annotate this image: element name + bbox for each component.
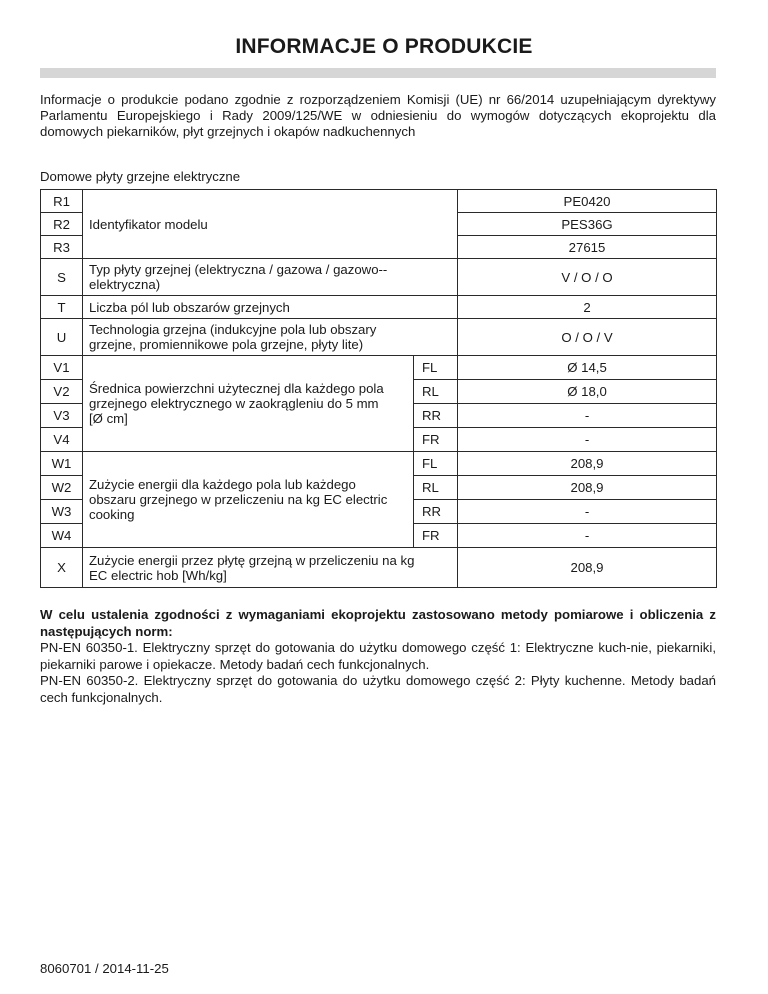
row-label: [83, 548, 458, 588]
row-label-text: Zużycie energii dla każdego pola lub każdego obszaru grzejnego w przeliczeniu na kg EC electric cooking: [89, 477, 388, 522]
table-row: [41, 319, 717, 356]
section-label: Domowe płyty grzejne elektryczne: [40, 169, 241, 184]
row-code: W1: [41, 452, 83, 476]
row-code: W2: [41, 476, 83, 500]
row-code: V2: [41, 380, 83, 404]
row-code: V4: [41, 428, 83, 452]
row-value: -: [458, 524, 717, 548]
row-value: Ø 14,5: [458, 356, 717, 380]
row-value: O / O / V: [458, 319, 717, 356]
row-code: R3: [41, 236, 83, 259]
row-code: V3: [41, 404, 83, 428]
row-code: S: [41, 259, 83, 296]
row-code: R2: [41, 213, 83, 236]
row-label: Identyfikator modelu: [83, 190, 458, 259]
row-label-text: Technologia grzejna (indukcyjne pola lub obszary grzejne, promiennikowe pola grzejne, płyty lite): [89, 322, 377, 352]
standard-item: PN-EN 60350-2. Elektryczny sprzęt do gotowania do użytku domowego część 2: Płyty kuchenne. Metody badań cech funkcjonalnych.: [40, 673, 716, 705]
row-value: 208,9: [458, 476, 717, 500]
row-label-text: Zużycie energii przez płytę grzejną w przeliczeniu na kg EC electric hob [Wh/kg]: [89, 552, 415, 583]
row-position: FR: [414, 428, 458, 452]
standard-item: PN-EN 60350-1. Elektryczny sprzęt do gotowania do użytku domowego część 1: Elektryczne kuch-nie, piekarniki, piekarniki parowe i opiekacze. Metody badań cech funkcjonalnych.: [40, 640, 716, 672]
row-label: [83, 319, 458, 356]
row-value: Ø 18,0: [458, 380, 717, 404]
table-row: [41, 356, 717, 380]
row-code: T: [41, 296, 83, 319]
row-code: R1: [41, 190, 83, 213]
row-position: FL: [414, 356, 458, 380]
row-value: V / O / O: [458, 259, 717, 296]
standards-section: [40, 607, 716, 706]
product-spec-table: [40, 189, 717, 588]
row-value: PE0420: [458, 190, 717, 213]
row-position: RR: [414, 404, 458, 428]
table-row: [41, 452, 717, 476]
row-value: 208,9: [458, 548, 717, 588]
standards-heading: W celu ustalenia zgodności z wymaganiami ekoprojektu zastosowano metody pomiarowe i obliczenia z następujących norm:: [40, 607, 716, 639]
table-row: [41, 190, 717, 213]
row-value: 27615: [458, 236, 717, 259]
page-title: INFORMACJE O PRODUKCIE: [235, 35, 533, 58]
intro-paragraph: Informacje o produkcie podano zgodnie z rozporządzeniem Komisji (UE) nr 66/2014 uzupełniającym dyrektywy Parlamentu Europejskiego i Rady 2009/125/WE w odniesieniu do wymogów dotyczących ekoprojektu dla domowych piekarników, płyt grzejnych i okapów nadkuchennych: [40, 92, 716, 139]
row-position: RL: [414, 380, 458, 404]
table-row: [41, 259, 717, 296]
row-position: RL: [414, 476, 458, 500]
table-row: [41, 296, 717, 319]
row-value: -: [458, 404, 717, 428]
row-value: -: [458, 500, 717, 524]
row-label: [83, 259, 458, 296]
row-code: W4: [41, 524, 83, 548]
row-code: X: [41, 548, 83, 588]
row-label: [83, 452, 414, 548]
row-label-text: Typ płyty grzejnej (elektryczna / gazowa / gazowo--elektryczna): [89, 262, 388, 292]
row-position: RR: [414, 500, 458, 524]
row-value: -: [458, 428, 717, 452]
table-row: [41, 548, 717, 588]
row-label: [83, 356, 414, 452]
row-position: FR: [414, 524, 458, 548]
row-value: 208,9: [458, 452, 717, 476]
row-value: 2: [458, 296, 717, 319]
row-label: Liczba pól lub obszarów grzejnych: [83, 296, 458, 319]
row-code: U: [41, 319, 83, 356]
title-underline-bar: [40, 68, 716, 78]
row-code: V1: [41, 356, 83, 380]
row-label-text: Średnica powierzchni użytecznej dla każdego pola grzejnego elektrycznego w zaokrągleniu do 5 mm [Ø cm]: [89, 381, 384, 426]
row-code: W3: [41, 500, 83, 524]
row-value: PES36G: [458, 213, 717, 236]
row-position: FL: [414, 452, 458, 476]
document-code: 8060701 / 2014-11-25: [40, 961, 169, 976]
